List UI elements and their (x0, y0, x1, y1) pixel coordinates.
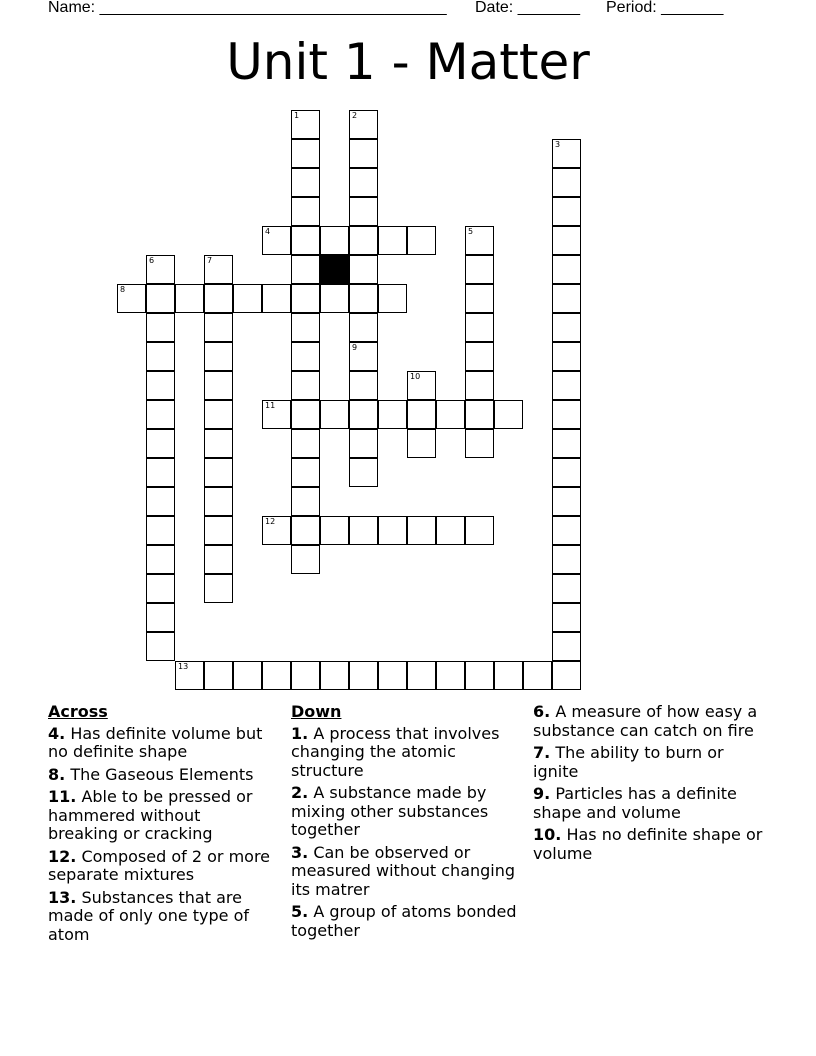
grid-cell[interactable] (204, 342, 233, 371)
grid-cell[interactable] (291, 139, 320, 168)
grid-cell[interactable] (552, 487, 581, 516)
grid-cell[interactable] (233, 284, 262, 313)
grid-clue-number: 4 (265, 227, 271, 236)
page-title: Unit 1 - Matter (226, 33, 590, 91)
grid-cell[interactable] (146, 545, 175, 574)
grid-cell[interactable] (465, 226, 494, 255)
grid-cell[interactable] (291, 458, 320, 487)
clue-down-2: 2. A substance made by mixing other substances together (291, 783, 489, 839)
grid-cell[interactable] (436, 400, 465, 429)
grid-cell[interactable] (378, 284, 407, 313)
clue-down-7: 7. The ability to burn or ignite (533, 743, 724, 781)
grid-cell[interactable] (552, 516, 581, 545)
grid-cell[interactable] (349, 516, 378, 545)
grid-cell[interactable] (378, 400, 407, 429)
grid-cell[interactable] (407, 429, 436, 458)
grid-cell[interactable] (552, 313, 581, 342)
grid-cell[interactable] (465, 516, 494, 545)
clue-down-3: 3. Can be observed or measured without changing its matrer (291, 842, 516, 899)
grid-clue-number: 2 (352, 111, 358, 120)
grid-cell[interactable] (291, 226, 320, 255)
grid-cell[interactable] (291, 487, 320, 516)
grid-cell[interactable] (552, 168, 581, 197)
grid-clue-number: 11 (265, 401, 276, 410)
grid-cell[interactable] (349, 400, 378, 429)
grid-clue-number: 6 (149, 256, 155, 265)
grid-cell[interactable] (291, 110, 320, 139)
grid-cell[interactable] (146, 429, 175, 458)
grid-cell[interactable] (204, 487, 233, 516)
grid-cell[interactable] (291, 255, 320, 284)
grid-cell[interactable] (494, 661, 523, 690)
grid-cell[interactable] (552, 429, 581, 458)
grid-cell[interactable] (320, 516, 349, 545)
grid-clue-number: 1 (294, 111, 300, 120)
grid-cell[interactable] (552, 545, 581, 574)
grid-cell[interactable] (204, 429, 233, 458)
clue-down-10: 10. Has no definite shape or volume (533, 825, 763, 863)
grid-cell[interactable] (436, 516, 465, 545)
grid-cell[interactable] (291, 516, 320, 545)
grid-cell[interactable] (233, 661, 262, 690)
grid-cell[interactable] (175, 661, 204, 690)
grid-cell[interactable] (291, 429, 320, 458)
grid-cell[interactable] (291, 342, 320, 371)
grid-cell[interactable] (465, 371, 494, 400)
grid-cell[interactable] (436, 661, 465, 690)
grid-cell[interactable] (291, 545, 320, 574)
grid-cell[interactable] (349, 197, 378, 226)
clue-down-6: 6. A measure of how easy a substance can catch on fire (533, 702, 758, 740)
grid-cell[interactable] (552, 632, 581, 661)
grid-cell[interactable] (465, 342, 494, 371)
grid-cell[interactable] (552, 603, 581, 632)
grid-cell[interactable] (465, 661, 494, 690)
grid-clue-number: 3 (555, 140, 561, 149)
grid-clue-number: 12 (265, 517, 276, 526)
grid-cell[interactable] (349, 458, 378, 487)
down-clues (291, 703, 526, 944)
grid-cell[interactable] (146, 255, 175, 284)
grid-cell[interactable] (465, 255, 494, 284)
grid-cell[interactable] (204, 458, 233, 487)
grid-cell[interactable] (146, 516, 175, 545)
grid-cell[interactable] (523, 661, 552, 690)
grid-cell[interactable] (552, 197, 581, 226)
grid-clue-number: 10 (410, 372, 421, 381)
grid-cell[interactable] (320, 661, 349, 690)
grid-cell[interactable] (175, 284, 204, 313)
grid-cell[interactable] (262, 400, 291, 429)
down-clues-continued (533, 703, 773, 867)
grid-cell[interactable] (552, 574, 581, 603)
grid-cell[interactable] (146, 313, 175, 342)
grid-cell[interactable] (146, 632, 175, 661)
down-heading: Down (291, 702, 342, 721)
grid-cell[interactable] (465, 284, 494, 313)
across-heading: Across (48, 702, 108, 721)
grid-cell[interactable] (349, 661, 378, 690)
grid-cell[interactable] (146, 458, 175, 487)
grid-cell[interactable] (146, 487, 175, 516)
grid-cell[interactable] (349, 371, 378, 400)
grid-cell[interactable] (349, 139, 378, 168)
grid-cell[interactable] (465, 313, 494, 342)
clue-down-9: 9. Particles has a definite shape and volume (533, 784, 737, 822)
grid-cell[interactable] (204, 255, 233, 284)
grid-cell[interactable] (291, 661, 320, 690)
grid-cell[interactable] (349, 342, 378, 371)
grid-cell[interactable] (146, 342, 175, 371)
grid-cell[interactable] (204, 516, 233, 545)
grid-cell[interactable] (204, 661, 233, 690)
clue-across-13: 13. Substances that are made of only one type of atom (48, 887, 250, 944)
grid-cell[interactable] (146, 400, 175, 429)
grid-cell[interactable] (320, 226, 349, 255)
grid-cell[interactable] (204, 313, 233, 342)
grid-cell[interactable] (204, 371, 233, 400)
grid-cell[interactable] (204, 545, 233, 574)
grid-cell[interactable] (552, 458, 581, 487)
grid-cell[interactable] (407, 226, 436, 255)
grid-cell[interactable] (552, 226, 581, 255)
grid-cell[interactable] (465, 429, 494, 458)
grid-cell[interactable] (552, 661, 581, 690)
grid-cell[interactable] (291, 400, 320, 429)
grid-cell[interactable] (349, 110, 378, 139)
grid-cell[interactable] (552, 371, 581, 400)
grid-cell[interactable] (349, 313, 378, 342)
grid-clue-number: 9 (352, 343, 358, 352)
grid-cell[interactable] (204, 400, 233, 429)
grid-cell[interactable] (378, 661, 407, 690)
grid-cell[interactable] (291, 197, 320, 226)
grid-clue-number: 5 (468, 227, 474, 236)
grid-cell[interactable] (552, 284, 581, 313)
grid-cell[interactable] (262, 661, 291, 690)
grid-cell[interactable] (378, 516, 407, 545)
grid-cell[interactable] (146, 603, 175, 632)
name-field-label: Name: _______________________________________ (48, 0, 447, 16)
grid-cell[interactable] (117, 284, 146, 313)
grid-cell[interactable] (146, 284, 175, 313)
grid-cell[interactable] (349, 255, 378, 284)
grid-cell[interactable] (320, 400, 349, 429)
grid-cell[interactable] (349, 168, 378, 197)
grid-cell[interactable] (552, 342, 581, 371)
grid-cell[interactable] (204, 284, 233, 313)
grid-cell[interactable] (407, 516, 436, 545)
period-field-label: Period: _______ (606, 0, 724, 16)
grid-black-cell (320, 255, 349, 284)
clue-across-12: 12. Composed of 2 or more separate mixtures (48, 846, 271, 884)
grid-cell[interactable] (552, 139, 581, 168)
grid-clue-number: 7 (207, 256, 213, 265)
grid-cell[interactable] (494, 400, 523, 429)
clue-down-5: 5. A group of atoms bonded together (291, 902, 517, 940)
grid-cell[interactable] (349, 226, 378, 255)
grid-clue-number: 13 (178, 662, 189, 671)
grid-cell[interactable] (407, 371, 436, 400)
grid-cell[interactable] (146, 574, 175, 603)
grid-cell[interactable] (349, 429, 378, 458)
grid-cell[interactable] (552, 255, 581, 284)
grid-clue-number: 8 (120, 285, 126, 294)
grid-cell[interactable] (320, 284, 349, 313)
grid-cell[interactable] (378, 226, 407, 255)
grid-cell[interactable] (291, 168, 320, 197)
date-field-label: Date: _______ (475, 0, 580, 16)
grid-cell[interactable] (407, 400, 436, 429)
clue-across-11: 11. Able to be pressed or hammered without breaking or cracking (48, 787, 253, 843)
grid-cell[interactable] (552, 400, 581, 429)
grid-cell[interactable] (262, 226, 291, 255)
grid-cell[interactable] (349, 284, 378, 313)
across-clues (48, 703, 273, 948)
clue-across-4: 4. Has definite volume but no definite shape (48, 723, 263, 761)
grid-cell[interactable] (407, 661, 436, 690)
grid-cell[interactable] (291, 371, 320, 400)
grid-cell[interactable] (262, 284, 291, 313)
clue-across-8: 8. The Gaseous Elements (48, 764, 254, 784)
grid-cell[interactable] (204, 574, 233, 603)
clue-down-1: 1. A process that involves changing the atomic structure (291, 723, 500, 780)
grid-cell[interactable] (291, 313, 320, 342)
grid-cell[interactable] (465, 400, 494, 429)
grid-cell[interactable] (262, 516, 291, 545)
grid-cell[interactable] (291, 284, 320, 313)
grid-cell[interactable] (146, 371, 175, 400)
